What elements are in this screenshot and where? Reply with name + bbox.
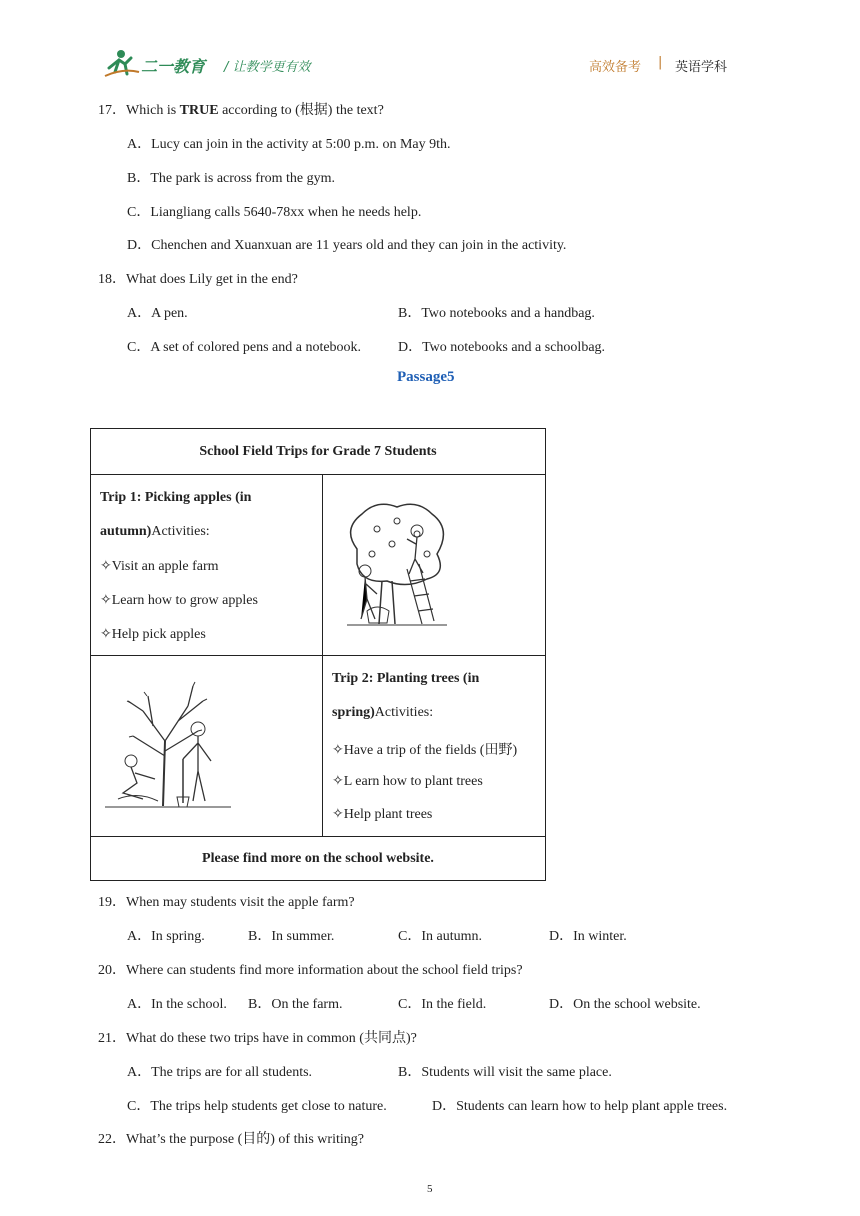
trip1-activity: ✧Learn how to grow apples	[100, 593, 258, 608]
table-footer: Please find more on the school website.	[202, 851, 434, 866]
q18-option-d: D．Two notebooks and a schoolbag.	[398, 340, 606, 355]
question-text: according to (根据) the text?	[218, 103, 384, 118]
question-text: Where can students find more information about the school field trips?	[126, 963, 523, 978]
q19-option-d: D．In winter.	[549, 929, 627, 944]
question-number: 18．	[98, 272, 126, 287]
q20-option-d: D．On the school website.	[549, 997, 701, 1012]
question-number: 22．	[98, 1132, 126, 1147]
field-trips-table	[90, 428, 546, 881]
q17-stem	[98, 99, 384, 119]
table-rule	[91, 836, 545, 837]
q21-option-b: B．Students will visit the same place.	[398, 1065, 612, 1080]
page-number: 5	[427, 1183, 433, 1195]
logo-text: 二一教育	[141, 57, 206, 76]
q20-option-c: C．In the field.	[398, 997, 487, 1012]
trip1-season: autumn)	[100, 524, 152, 539]
trip2-activity: ✧Help plant trees	[332, 807, 433, 822]
q21-option-d: D．Students can learn how to help plant apple trees.	[432, 1099, 728, 1114]
q21-stem	[98, 1027, 417, 1047]
q19-option-c: C．In autumn.	[398, 929, 482, 944]
q18-stem	[98, 268, 298, 288]
apple-picking-illustration	[337, 499, 457, 629]
trip1-heading-line2	[100, 524, 210, 540]
table-column-rule	[322, 474, 323, 836]
trip2-activity: ✧L earn how to plant trees	[332, 774, 483, 789]
q20-option-a: A．In the school.	[127, 997, 227, 1012]
question-text: What’s the purpose (目的) of this writing?	[126, 1132, 364, 1147]
question-text: What do these two trips have in common (共同点)?	[126, 1031, 417, 1046]
header-separator: |	[658, 55, 663, 70]
header-subject: 英语学科	[675, 60, 728, 75]
trip1-activities-label: Activities:	[151, 524, 210, 539]
q19-option-a: A．In spring.	[127, 929, 205, 944]
q17-option-c: C．Liangliang calls 5640-78xx when he needs help.	[127, 205, 422, 220]
trip2-heading: Trip 2: Planting trees (in	[332, 671, 480, 686]
table-rule	[91, 655, 545, 656]
passage-title: Passage5	[397, 369, 455, 385]
question-number: 20．	[98, 963, 126, 978]
q22-stem	[98, 1128, 364, 1148]
q20-option-b: B．On the farm.	[248, 997, 343, 1012]
trip2-heading-line2	[332, 705, 433, 721]
q18-option-c: C．A set of colored pens and a notebook.	[127, 340, 362, 355]
q19-stem	[98, 891, 355, 911]
trip2-activity: ✧Have a trip of the fields (田野)	[332, 743, 518, 758]
question-text: Which is	[126, 103, 180, 118]
q21-option-c: C．The trips help students get close to nature.	[127, 1099, 387, 1114]
q21-option-a: A．The trips are for all students.	[127, 1065, 313, 1080]
q17-option-b: B．The park is across from the gym.	[127, 171, 336, 186]
table-rule	[91, 474, 545, 475]
q17-option-d: D．Chenchen and Xuanxuan are 11 years old and they can join in the activity.	[127, 238, 567, 253]
trip1-activity: ✧Visit an apple farm	[100, 559, 219, 574]
header-slogan: / 让教学更有效	[224, 60, 311, 75]
trip2-season: spring)	[332, 705, 375, 720]
logo	[103, 46, 223, 80]
question-number: 17．	[98, 103, 126, 118]
table-title: School Field Trips for Grade 7 Students	[199, 444, 437, 459]
header-exam-label: 高效备考	[589, 60, 642, 75]
question-number: 21．	[98, 1031, 126, 1046]
q20-stem	[98, 959, 523, 979]
q19-option-b: B．In summer.	[248, 929, 335, 944]
question-number: 19．	[98, 895, 126, 910]
tree-planting-illustration	[103, 681, 233, 811]
q17-option-a: A．Lucy can join in the activity at 5:00 p.m. on May 9th.	[127, 137, 451, 152]
question-text: What does Lily get in the end?	[126, 272, 298, 287]
question-text: When may students visit the apple farm?	[126, 895, 355, 910]
q18-option-b: B．Two notebooks and a handbag.	[398, 306, 595, 321]
question-emphasis: TRUE	[179, 103, 219, 118]
trip1-activity: ✧Help pick apples	[100, 627, 206, 642]
trip2-activities-label: Activities:	[374, 705, 434, 720]
q18-option-a: A．A pen.	[127, 306, 188, 321]
trip1-heading: Trip 1: Picking apples (in	[100, 490, 252, 505]
